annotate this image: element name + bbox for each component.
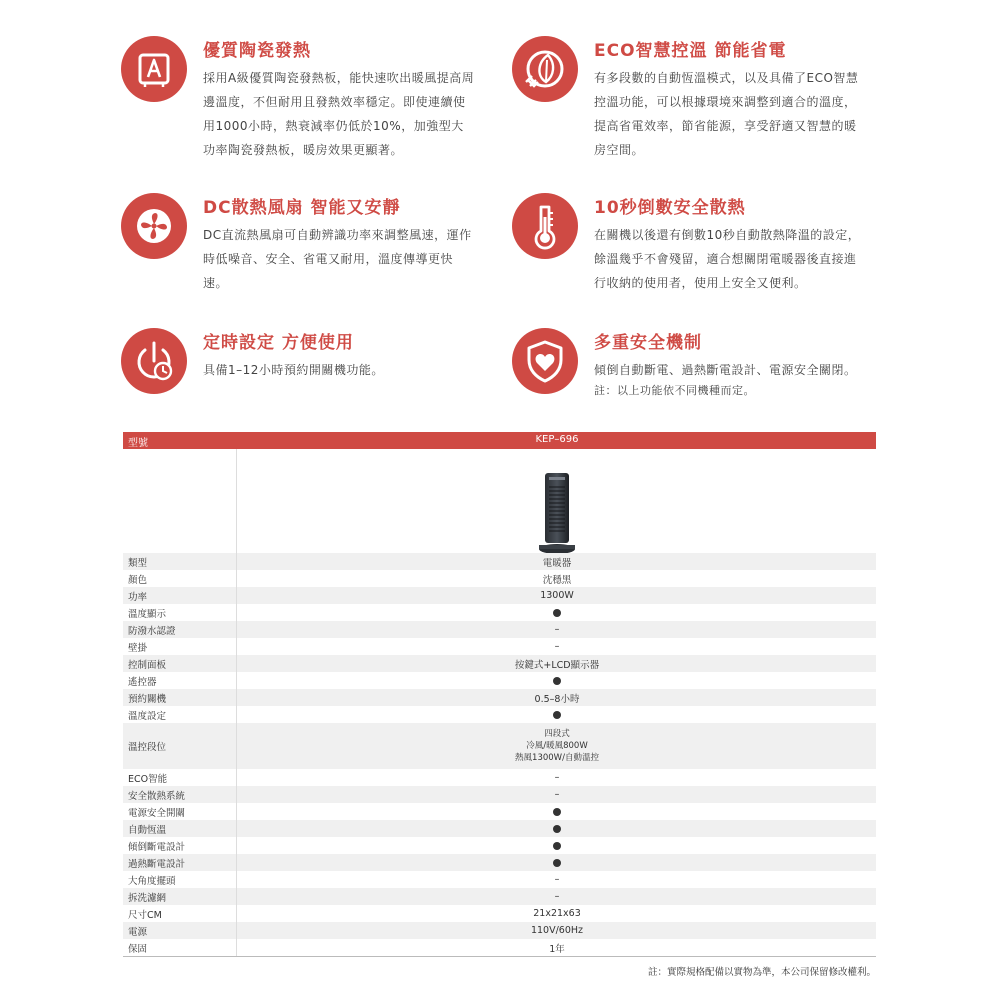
spec-value: 1300W: [540, 590, 574, 601]
feature-description: 在關機以後還有倒數10秒自動散熱降溫的設定，餘溫幾乎不會殘留，適合想關閉電暖器後直接進行收納的使用者，使用上安全又便利。: [594, 228, 861, 290]
column-divider: [236, 922, 237, 939]
spec-label: 遙控器: [128, 676, 157, 688]
spec-value-line: 熱風1300W/自動溫控: [515, 753, 599, 763]
column-divider: [236, 837, 237, 854]
a-grade-heater-icon: [121, 36, 187, 102]
spec-label: 類型: [128, 557, 148, 569]
feature-title: ECO智慧控溫 節能省電: [594, 41, 787, 61]
spec-value: –: [554, 789, 560, 800]
spec-value: [238, 672, 876, 689]
table-row: [123, 769, 876, 786]
feature-title: 定時設定 方便使用: [203, 333, 354, 353]
feature-description: 採用A級優質陶瓷發熱板，能快速吹出暖風提高周邊溫度，不但耐用且發熱效率穩定。即使連續使用1000小時，熱衰減率仍低於10%，加強型大功率陶瓷發熱板，暖房效果更顯著。: [203, 71, 475, 157]
spec-value: 0.5–8小時: [534, 693, 580, 705]
table-row: [123, 786, 876, 803]
column-divider: [236, 786, 237, 803]
spec-value: 沈穩黑: [542, 574, 572, 586]
spec-rows: [123, 553, 876, 956]
spec-label: 尺寸CM: [128, 909, 162, 921]
spec-label: 電源: [128, 926, 148, 938]
spec-value-line: 四段式: [544, 729, 570, 739]
table-row: [123, 553, 876, 570]
table-row: [123, 723, 876, 769]
table-bottom-line: [123, 956, 876, 957]
column-divider: [236, 570, 237, 587]
spec-value: –: [554, 874, 560, 885]
spec-label: 控制面板: [128, 659, 167, 671]
feature-description-text: 傾倒自動斷電、過熱斷電設計、電源安全關閉。: [594, 363, 857, 377]
power-timer-icon: [121, 328, 187, 394]
spec-value: –: [554, 891, 560, 902]
spec-label: 防潑水認證: [128, 625, 176, 637]
table-row: [123, 672, 876, 689]
spec-label: 傾倒斷電設計: [128, 841, 186, 853]
column-divider: [236, 939, 237, 956]
table-row: [123, 621, 876, 638]
spec-label: 過熱斷電設計: [128, 858, 186, 870]
column-divider: [236, 871, 237, 888]
column-divider: [236, 706, 237, 723]
thermometer-icon: [512, 193, 578, 259]
column-divider: [236, 621, 237, 638]
available-dot-icon: [553, 859, 561, 867]
table-row: [123, 820, 876, 837]
spec-value: [238, 604, 876, 621]
column-divider: [236, 769, 237, 786]
feature-title: 多重安全機制: [594, 333, 702, 353]
spec-table: [123, 432, 876, 957]
available-dot-icon: [553, 677, 561, 685]
spec-label: 顏色: [128, 574, 148, 586]
table-row: [123, 655, 876, 672]
column-divider: [236, 638, 237, 655]
spec-label: 安全散熱系統: [128, 790, 186, 802]
column-divider: [236, 449, 237, 553]
spec-label: 預約關機: [128, 693, 167, 705]
spec-label: 大角度擺頭: [128, 875, 176, 887]
spec-label: 溫度設定: [128, 710, 167, 722]
spec-value: –: [554, 624, 560, 635]
column-divider: [236, 655, 237, 672]
product-image-row: [123, 449, 876, 553]
spec-value: 電暖器: [542, 557, 572, 569]
spec-value: –: [554, 641, 560, 652]
column-divider: [236, 905, 237, 922]
table-row: [123, 905, 876, 922]
column-divider: [236, 854, 237, 871]
spec-value: [238, 854, 876, 871]
spec-value: 21x21x63: [533, 908, 581, 919]
feature-note: 註：以上功能依不同機種而定。: [594, 384, 755, 397]
feature-description: [594, 358, 866, 400]
feature-title: DC散熱風扇 智能又安靜: [203, 198, 401, 218]
column-divider: [236, 803, 237, 820]
footnote: 註：實際規格配備以實物為準，本公司保留修改權利。: [647, 967, 876, 978]
shield-heart-icon: [512, 328, 578, 394]
table-row: [123, 837, 876, 854]
available-dot-icon: [553, 808, 561, 816]
available-dot-icon: [553, 711, 561, 719]
column-divider: [236, 604, 237, 621]
feature-description: 具備1–12小時預約開關機功能。: [203, 363, 384, 377]
spec-value: –: [554, 772, 560, 783]
table-row: [123, 922, 876, 939]
spec-value: [238, 723, 876, 769]
model-name: KEP–696: [535, 434, 579, 445]
spec-value: [238, 706, 876, 723]
spec-label: 拆洗濾網: [128, 892, 167, 904]
column-divider: [236, 689, 237, 706]
table-row: [123, 871, 876, 888]
available-dot-icon: [553, 825, 561, 833]
available-dot-icon: [553, 842, 561, 850]
spec-value-line: 冷風/暖風800W: [526, 741, 588, 751]
table-row: [123, 587, 876, 604]
table-row: [123, 638, 876, 655]
fan-icon: [121, 193, 187, 259]
column-divider: [236, 587, 237, 604]
column-divider: [236, 553, 237, 570]
spec-value: [238, 820, 876, 837]
table-row: [123, 888, 876, 905]
spec-label: 電源安全開關: [128, 807, 186, 819]
spec-label: 溫控段位: [128, 742, 167, 753]
feature-description: DC直流熱風扇可自動辨識功率來調整風速，運作時低噪音、安全、省電又耐用，溫度傳導更快速。: [203, 228, 472, 290]
table-row: [123, 854, 876, 871]
spec-label: 功率: [128, 591, 148, 603]
spec-label: 溫度顯示: [128, 608, 167, 620]
column-divider: [236, 820, 237, 837]
spec-header-row: [123, 432, 876, 449]
table-row: [123, 706, 876, 723]
feature-title: 優質陶瓷發熱: [203, 41, 311, 61]
spec-label: 壁掛: [128, 642, 148, 654]
table-row: [123, 604, 876, 621]
spec-label: 自動恆溫: [128, 824, 167, 836]
feature-title: 10秒倒數安全散熱: [594, 198, 746, 218]
column-divider: [236, 672, 237, 689]
header-label: 型號: [128, 438, 148, 449]
spec-value: [238, 837, 876, 854]
spec-value: 1年: [549, 943, 565, 955]
spec-label: ECO智能: [128, 773, 168, 785]
spec-label: 保固: [128, 943, 148, 955]
spec-value: 按鍵式+LCD顯示器: [514, 659, 600, 671]
table-row: [123, 570, 876, 587]
column-divider: [236, 888, 237, 905]
spec-value: 110V/60Hz: [530, 925, 584, 936]
feature-description: 有多段數的自動恆溫模式，以及具備了ECO智慧控溫功能，可以根據環境來調整到適合的溫度，提高省電效率，節省能源，享受舒適又智慧的暖房空間。: [594, 71, 859, 157]
table-row: [123, 689, 876, 706]
available-dot-icon: [553, 609, 561, 617]
table-row: [123, 939, 876, 956]
spec-value: [238, 803, 876, 820]
eco-leaf-plug-icon: [512, 36, 578, 102]
table-row: [123, 803, 876, 820]
column-divider: [236, 723, 237, 769]
